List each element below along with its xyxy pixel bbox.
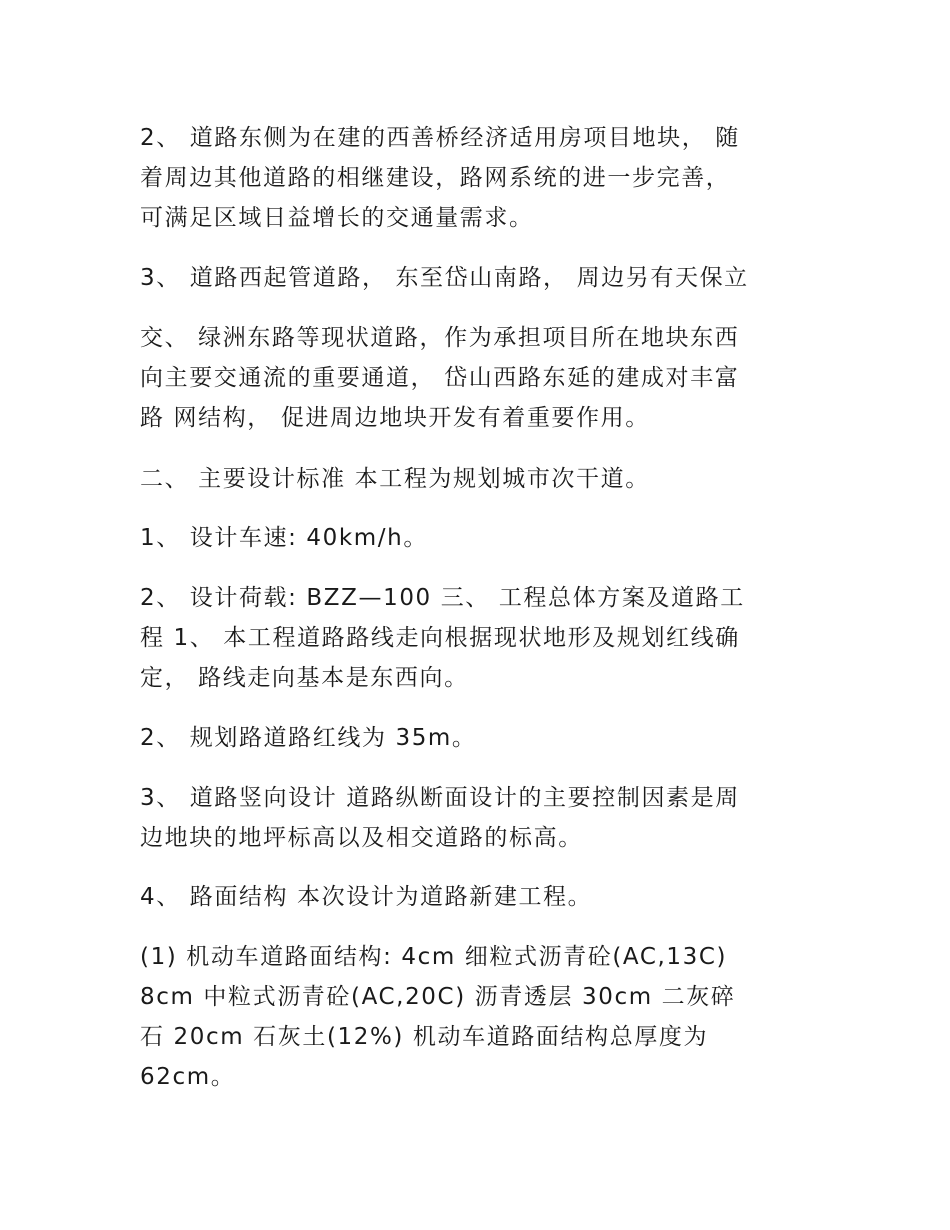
text-line: 62cm。 (140, 1064, 236, 1090)
paragraph-2 (140, 258, 820, 298)
paragraph-8 (140, 778, 820, 858)
text-line: 可满足区域日益增长的交通量需求。 (140, 205, 534, 231)
text-line: 定， 路线走向基本是东西向。 (140, 665, 469, 691)
text-line: 8cm 中粒式沥青砼(AC,20C) 沥青透层 30cm 二灰碎 (140, 984, 736, 1010)
text-line: 3、 道路西起管道路， 东至岱山南路， 周边另有天保立 (140, 265, 749, 291)
text-line: 3、 道路竖向设计 道路纵断面设计的主要控制因素是周 (140, 785, 740, 811)
paragraph-3 (140, 318, 820, 438)
paragraph-9 (140, 877, 820, 917)
paragraph-4 (140, 459, 820, 499)
text-line: 4、 路面结构 本次设计为道路新建工程。 (140, 884, 593, 910)
text-line: 程 1、 本工程道路路线走向根据现状地形及规划红线确 (140, 625, 740, 651)
text-line: (1) 机动车道路面结构: 4cm 细粒式沥青砼(AC,13C) (140, 944, 728, 970)
text-line: 2、 设计荷载: BZZ—100 三、 工程总体方案及道路工 (140, 585, 745, 611)
text-line: 1、 设计车速: 40km/h。 (140, 525, 428, 551)
text-line: 石 20cm 石灰土(12%) 机动车道路面结构总厚度为 (140, 1024, 709, 1050)
text-line: 向主要交通流的重要通道， 岱山西路东延的建成对丰富 (140, 365, 740, 391)
text-line: 边地块的地坪标高以及相交道路的标高。 (140, 825, 583, 851)
paragraph-5 (140, 518, 820, 558)
text-line: 2、 道路东侧为在建的西善桥经济适用房项目地块， 随 (140, 125, 740, 151)
paragraph-10 (140, 937, 820, 1097)
text-line: 交、 绿洲东路等现状道路，作为承担项目所在地块东西 (140, 325, 740, 351)
paragraph-6 (140, 578, 820, 698)
paragraph-1 (140, 118, 820, 238)
text-line: 2、 规划路道路红线为 35m。 (140, 725, 477, 751)
text-line: 着周边其他道路的相继建设，路网系统的进一步完善， (140, 165, 731, 191)
text-line: 路 网结构， 促进周边地块开发有着重要作用。 (140, 405, 650, 431)
text-line: 二、 主要设计标准 本工程为规划城市次干道。 (140, 466, 650, 492)
paragraph-7 (140, 718, 820, 758)
